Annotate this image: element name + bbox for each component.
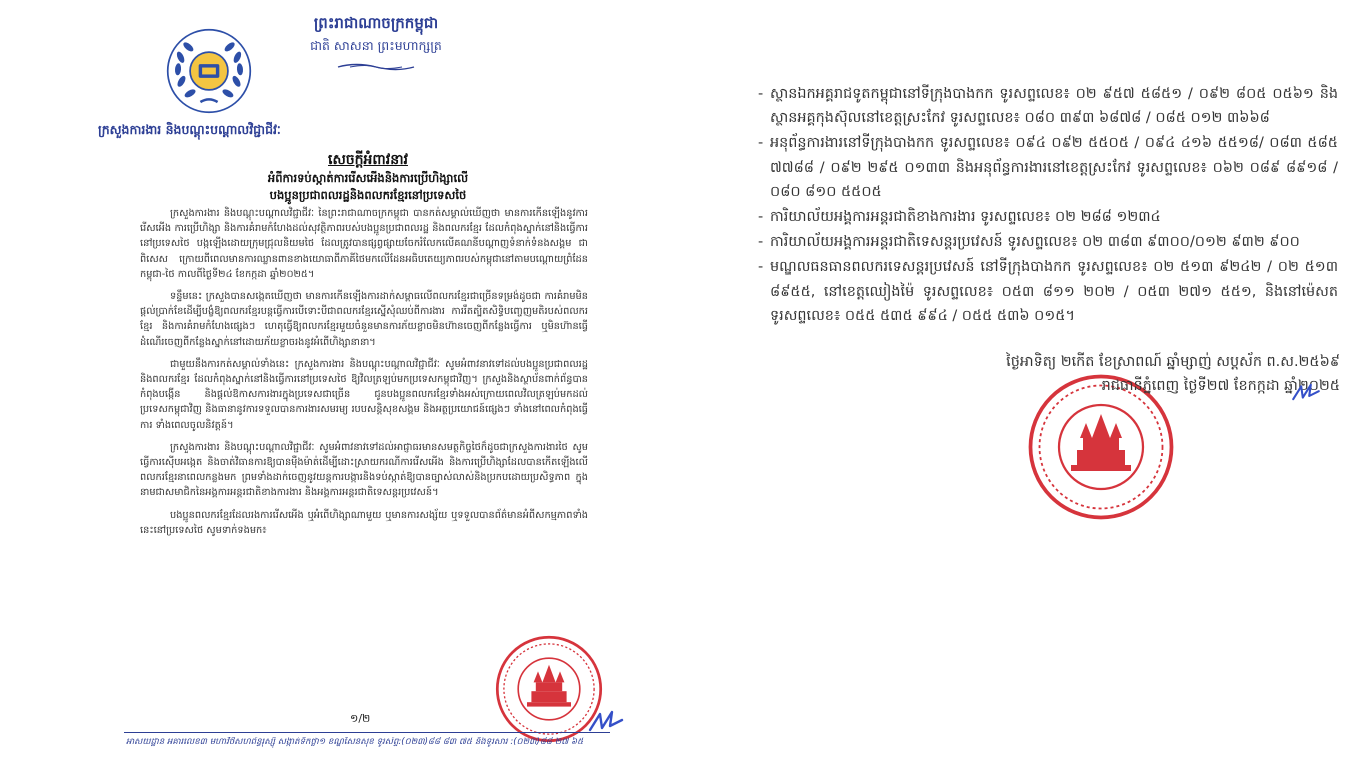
announcement-subtitle-line-2: បងប្អូនប្រជាពលរដ្ឋនិងពលករខ្មែរនៅប្រទេសថៃ: [269, 188, 467, 202]
paragraph-4: ក្រសួងការងារ និងបណ្តុះបណ្តាលវិជ្ជាជីវៈ សូមអំពាវនាវទៅដល់អាជ្ញាធរមានសមត្ថកិច្ចថៃក៏ដូចជាក្រសួងការងារថៃ សូមធ្វើការស៊ើបអង្កេត និងចាត់វិធានការឱ្យបានម៉ឺងម៉ាត់ដើម្បីដោះស្រាយករណីការរើសអើង និងការប្រើហិង្សាដែលបានកើតឡើងលើពលករខ្មែរនាពេលកន្លងមក ព្រមទាំងដាក់ចេញនូវយន្តការបង្ការនិងទប់ស្កាត់ឱ្យបានច្បាស់លាស់និងប្រកបដោយប្រសិទ្ធភាព ក្នុងនាមជាសមាជិកនៃអង្គការអន្តរជាតិខាងការងារ និងអង្គការអន្តរជាតិទេសន្តរប្រវេសន៍។: [140, 441, 588, 499]
page-number: ១/២: [350, 712, 371, 725]
letter-page-two: [730, 0, 1366, 768]
paragraph-5: បងប្អូនពលករខ្មែរដែលរងការរើសអើង ឬអំពើហិង្សាណាមួយ ឬមានការសង្ស័យ ឬទទួលបានព័ត៌មានអំពីសកម្មភាពទាំងនេះនៅប្រទេសថៃ សូមទាក់ទងមក៖: [140, 509, 588, 536]
footer-divider: [124, 732, 610, 733]
footer-address: អាសយដ្ឋាន អគារលេខ៣ មហាវិថីសហព័ន្ធរុស្ស៊ី សង្កាត់ទឹកថ្លា១ ខណ្ឌសែនសុខ ទូរស័ព្ទ:(០២៣)៨៨ ៨៣ ៧៥ និងទូរសារ :(០២៣)៨៨ ២៧ ៦៥: [126, 737, 584, 747]
announcement-heading: [158, 150, 578, 204]
paragraph-2: ទន្ទឹមនេះ ក្រសួងបានសង្កេតឃើញថា មានការកើនឡើងការដាក់សម្ពាធលើពលករខ្មែរជាច្រើនទម្រង់ដូចជា ការគំរាមមិនផ្តល់ប្រាក់ខែដើម្បីបង្ខំឱ្យពលករខ្មែរបន្តធ្វើការបើទោះបីជាពលករខ្មែរស្នើសុំឈប់ពីការងារ ការរឹតត្បិតសិទ្ធិបញ្ចេញមតិរបស់ពលករខ្មែរ និងការគំរាមកំហែងផ្សេងៗ ហេតុធ្វើឱ្យពលករខ្មែរមួយចំនួនមានការភ័យខ្លាចមិនហ៊ានចេញពីកន្លែងធ្វើការ ឬមិនហ៊ានធ្វើដំណើរចេញពីកន្លែងស្នាក់នៅដោយភ័យខ្លាចរងនូវអំពើហិង្សានានា។: [140, 291, 588, 348]
announcement-title: សេចក្តីអំពាវនាវ: [328, 152, 408, 168]
paragraph-1: ក្រសួងការងារ និងបណ្តុះបណ្តាលវិជ្ជាជីវៈ នៃព្រះរាជាណាចក្រកម្ពុជា បានកត់សម្គាល់ឃើញថា មានការកើនឡើងនូវការរើសអើង ការប្រើហិង្សា និងការគំរាមកំហែងដល់សុវត្ថិភាពរបស់បងប្អូនប្រជាពលរដ្ឋ និងពលករខ្មែរ ដែលកំពុងស្នាក់នៅនិងធ្វើការនៅប្រទេសថៃ បង្កឡើងដោយក្រុមជ្រុលនិយមថៃ ដែលត្រូវបានផ្សព្វផ្សាយចែករំលែកលើគណនីបណ្តាញទំនាក់ទំនងសង្គម ជាពិសេស ក្រោយពីពេលមានការឈ្លានពានខាងយោធាពីភាគីថៃមកលើដែនអធិបតេយ្យភាពរបស់កម្ពុជានៅតាមបណ្តោយព្រំដែនកម្ពុជា-ថៃ កាលពីថ្ងៃទី២៤ ខែកក្កដា ឆ្នាំ២០២៥។: [140, 208, 588, 280]
ministry-emblem-icon: [166, 28, 252, 114]
contact-item-iom: - ការិយាល័យអង្គការអន្តរជាតិទេសន្តរប្រវេសន៍ ទូរសព្ទលេខ៖ ០២ ៣៨៣ ៩៣០០/០១២ ៩៣២ ៩០០: [758, 230, 1338, 254]
contact-list: [758, 82, 1338, 329]
contact-item-embassy: - ស្ថានឯកអគ្គរាជទូតកម្ពុជានៅទីក្រុងបាងកក ទូរសព្ទលេខ៖ ០២ ៩៥៧ ៥៨៥១ / ០៩២ ៨០៥ ០៥៦១ និងស្ថានអគ្គកុងស៊ុលនៅខេត្តស្រះកែវ ទូរសព្ទលេខ៖ ០៨០ ៣៩៣ ៦៨៧៨ / ០៨៥ ០១២ ៣៦៦៨: [758, 82, 1338, 130]
letter-body: [140, 206, 588, 545]
national-motto: ជាតិ សាសនា ព្រះមហាក្សត្រ: [310, 38, 442, 53]
kingdom-title: ព្រះរាជាណាចក្រកម្ពុជា: [313, 14, 439, 32]
date-solar: រាជធានីភ្នំពេញ ថ្ងៃទី២៧ ខែកក្កដា ឆ្នាំ២០២៥: [1101, 378, 1340, 394]
announcement-subtitle-line-1: អំពីការទប់ស្កាត់ការរើសអើងនិងការប្រើហិង្សាលើ: [267, 171, 469, 185]
signature-mark-icon: [1290, 378, 1322, 406]
contact-item-resource-center: - មណ្ឌលធនធានពលករទេសន្តរប្រវេសន៍ នៅទីក្រុងបាងកក ទូរសព្ទលេខ៖ ០២ ៥១៣ ៩២៤២ / ០២ ៥១៣ ៨៩៥៥, នៅខេត្តឈៀងម៉ៃ ទូរសព្ទលេខ៖ ០៥៣ ៨១១ ២០២ / ០៥៣ ២៧១ ៥៥១, និងនៅម៉េសត ទូរសព្ទលេខ៖ ០៥៥ ៥៣៥ ៩៩៤ / ០៥៥ ៥៣៦ ០១៥។: [758, 255, 1338, 328]
contact-item-labor-attache: - អនុព័ន្ធការងារនៅទីក្រុងបាងកក ទូរសព្ទលេខ៖ ០៩៤ ០៩២ ៥៥០៥ / ០៩៤ ៤១៦ ៥៥១៨/ ០៨៣ ៥៨៥ ៧៧៨៨ / ០៩២ ២៩៥ ០១៣៣ និងអនុព័ន្ធការងារនៅខេត្តស្រះកែវ ទូរសព្ទលេខ៖ ០៦២ ០៨៩ ៨៩១៨ / ០៨០ ៨១០ ៥៥០៥: [758, 131, 1338, 204]
ornament-divider: [336, 62, 416, 72]
paragraph-3: ជាមួយនឹងការកត់សម្គាល់ទាំងនេះ ក្រសួងការងារ និងបណ្តុះបណ្តាលវិជ្ជាជីវៈ សូមអំពាវនាវទៅដល់បងប្អូនប្រជាពលរដ្ឋនិងពលករខ្មែរ ដែលកំពុងស្នាក់នៅនិងធ្វើការនៅប្រទេសថៃ ឱ្យវិលត្រឡប់មកប្រទេសកម្ពុជាវិញ។ ក្រសួងនិងស្ថាប័នពាក់ព័ន្ធបានកំពុងបង្កើន និងផ្តល់ឱកាសការងារក្នុងប្រទេសជាច្រើន ជូនបងប្អូនពលករខ្មែរទាំងអស់ក្រោយពេលវិលត្រឡប់មកដល់ប្រទេសកម្ពុជាវិញ និងធានានូវការទទួលបានការងារសមរម្យ របបសន្តិសុខសង្គម និងអត្ថប្រយោជន៍ផ្សេងៗ ទាំងនៅពេលកំពុងធ្វើការ ទាំងពេលចូលនិវត្តន៍។: [140, 358, 588, 431]
letter-page-one: [98, 0, 618, 768]
date-lunar: ថ្ងៃអាទិត្យ ២កើត ខែស្រាពណ៍ ឆ្នាំម្សាញ់ សប្តស័ក ព.ស.២៥៦៩: [1006, 354, 1340, 370]
ministry-name: ក្រសួងការងារ និងបណ្តុះបណ្តាលវិជ្ជាជីវៈ: [98, 122, 281, 137]
contact-item-ilo: - ការិយាល័យអង្គការអន្តរជាតិខាងការងារ ទូរសព្ទលេខ៖ ០២ ២៨៨ ១២៣៤: [758, 205, 1338, 229]
signing-date: [950, 350, 1340, 398]
